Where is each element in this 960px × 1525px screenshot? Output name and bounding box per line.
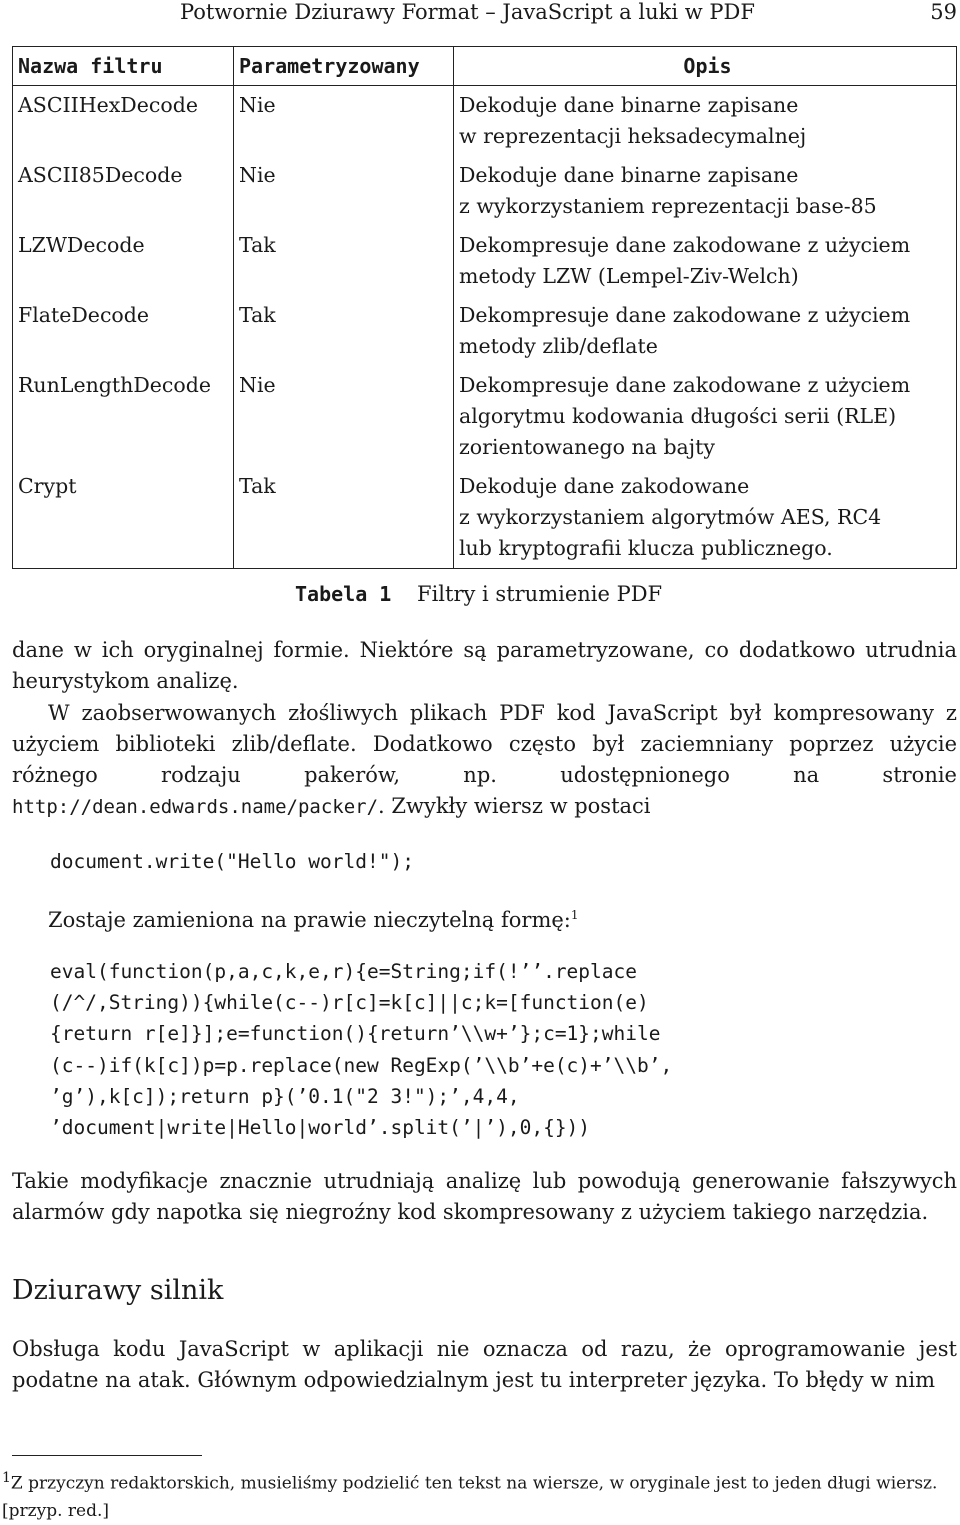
parametrized-cell: Tak [234,467,454,569]
parametrized-cell: Nie [234,156,454,226]
running-head [0,0,960,26]
packer-url: http://dean.edwards.name/packer/ [12,796,379,818]
page-number: 59 [930,0,957,24]
paragraph-2-text: W zaobserwowanych złośliwych plikach PDF kod JavaScript był kompresowany z użyciem biblioteki zlib/deflate. Dodatkowo często był zaciemniany poprzez użycie różnego rodzaju pakerów, np. udostępnionego na stronie [12,701,957,787]
section-heading: Dziurawy silnik [12,1275,224,1306]
code-sample-packed: eval(function(p,a,c,k,e,r){e=String;if(!’’.replace (/^/,String)){while(c--)r[c]=k[c]||c;k=[function(e) {return r[e]}];e=function(){return’\\w+’};c=1};while (c--)if(k[c])p=p.replace(new RegExp(’\\b’+e(c)+’\\b’, ’g’),k[c]);return p}(’0.1("2 3!");’,4,4, ’document|write|Hello|world’.split(’|’),0,{})) [50,960,673,1140]
code-sample-plain: document.write("Hello world!"); [50,850,414,873]
paragraph-3 [48,900,948,936]
footnote-reference: 1 [570,908,579,922]
table-row [13,156,957,226]
description-line: Dekoduje dane binarne zapisane [459,163,799,187]
paragraph-2-tail: . Zwykły wiersz w postaci [378,794,651,818]
description-line: metody zlib/deflate [459,334,658,358]
table-row [13,467,957,569]
filter-name-cell: RunLengthDecode [13,366,234,467]
filter-name-cell: ASCIIHexDecode [13,86,234,157]
filters-table [12,46,957,569]
description-line: Dekoduje dane zakodowane [459,474,750,498]
description-line: Dekompresuje dane zakodowane z użyciem [459,303,911,327]
footnote-text: Z przyczyn redaktorskich, musieliśmy podzielić ten tekst na wiersze, w oryginale jest to jeden długi wiersz. [przyp. red.] [2,1473,938,1521]
description-cell [454,86,957,157]
description-cell [454,296,957,366]
description-cell [454,156,957,226]
table-row [13,86,957,157]
description-line: algorytmu kodowania długości serii (RLE) [459,404,897,428]
table-header-row [13,47,957,86]
filter-name-cell: FlateDecode [13,296,234,366]
filter-name-cell: ASCII85Decode [13,156,234,226]
running-head-title: Potwornie Dziurawy Format – JavaScript a luki w PDF [180,0,755,24]
paragraph-2 [12,698,957,823]
description-line: z wykorzystaniem algorytmów AES, RC4 [459,505,882,529]
paragraph-4: Takie modyfikacje znacznie utrudniają analizę lub powodują generowanie fałszywych alarmów gdy napotka się niegroźny kod skompresowany z użyciem takiego narzędzia. [12,1169,957,1224]
header-filter-name: Nazwa filtru [13,47,234,86]
description-line: w reprezentacji heksadecymalnej [459,124,807,148]
parametrized-cell: Nie [234,86,454,157]
paragraph-1: dane w ich oryginalnej formie. Niektóre są parametryzowane, co dodatkowo utrudnia heurystykom analizę. [12,638,957,693]
caption-text: Filtry i strumienie PDF [417,582,663,606]
table-row [13,226,957,296]
description-cell [454,366,957,467]
parametrized-cell: Tak [234,296,454,366]
parametrized-cell: Nie [234,366,454,467]
paragraph-3-text: Zostaje zamieniona na prawie nieczytelną formę: [48,908,571,932]
description-line: Dekompresuje dane zakodowane z użyciem [459,373,911,397]
filter-name-cell: LZWDecode [13,226,234,296]
description-line: Dekompresuje dane zakodowane z użyciem [459,233,911,257]
filter-name-cell: Crypt [13,467,234,569]
table-row [13,366,957,467]
table-row [13,296,957,366]
header-description: Opis [454,47,957,86]
footnote-mark: 1 [2,1470,11,1486]
description-line: lub kryptografii klucza publicznego. [459,536,833,560]
description-line: metody LZW (Lempel-Ziv-Welch) [459,264,799,288]
description-cell [454,226,957,296]
description-line: z wykorzystaniem reprezentacji base-85 [459,194,877,218]
footnote-rule [12,1455,202,1456]
description-cell [454,467,957,569]
paragraph-5: Obsługa kodu JavaScript w aplikacji nie oznacza od razu, że oprogramowanie jest podatne na atak. Głównym odpowiedzialnym jest tu interpreter języka. To błędy w nim [12,1337,957,1392]
description-line: zorientowanego na bajty [459,435,715,459]
parametrized-cell: Tak [234,226,454,296]
caption-label: Tabela 1 [295,582,392,606]
header-parametrized: Parametryzowany [234,47,454,86]
description-line: Dekoduje dane binarne zapisane [459,93,799,117]
